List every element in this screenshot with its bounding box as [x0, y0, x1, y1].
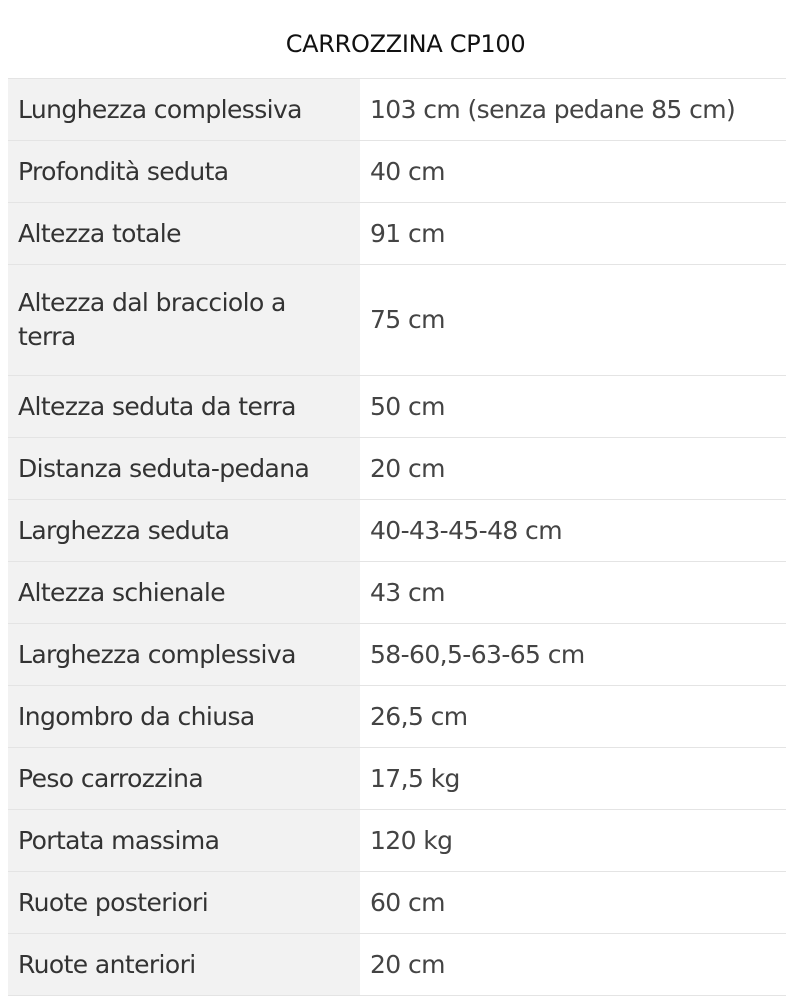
spec-label: Altezza totale: [8, 203, 360, 265]
table-row: [8, 810, 786, 872]
spec-label: Ingombro da chiusa: [8, 686, 360, 748]
spec-value: 103 cm (senza pedane 85 cm): [360, 79, 786, 141]
table-row: [8, 376, 786, 438]
spec-label: Lunghezza complessiva: [8, 79, 360, 141]
spec-label: Larghezza complessiva: [8, 624, 360, 686]
spec-value: 58-60,5-63-65 cm: [360, 624, 786, 686]
table-row: [8, 748, 786, 810]
spec-value: 60 cm: [360, 872, 786, 934]
spec-table-body: [8, 79, 786, 996]
spec-value: 26,5 cm: [360, 686, 786, 748]
spec-value: 75 cm: [360, 265, 786, 376]
table-row: [8, 934, 786, 996]
table-row: [8, 872, 786, 934]
table-row: [8, 203, 786, 265]
spec-table: [8, 78, 786, 996]
spec-label: Distanza seduta-pedana: [8, 438, 360, 500]
page-title: CARROZZINA CP100: [285, 30, 526, 58]
spec-value: 91 cm: [360, 203, 786, 265]
spec-value: 120 kg: [360, 810, 786, 872]
spec-value: 43 cm: [360, 562, 786, 624]
spec-value: 20 cm: [360, 934, 786, 996]
spec-value: 40 cm: [360, 141, 786, 203]
table-row: [8, 141, 786, 203]
spec-label: Ruote anteriori: [8, 934, 360, 996]
table-row: [8, 562, 786, 624]
spec-label: Ruote posteriori: [8, 872, 360, 934]
spec-label: Altezza dal bracciolo a terra: [8, 265, 360, 376]
spec-label: Altezza seduta da terra: [8, 376, 360, 438]
spec-label: Portata massima: [8, 810, 360, 872]
spec-label: Larghezza seduta: [8, 500, 360, 562]
spec-value: 40-43-45-48 cm: [360, 500, 786, 562]
spec-label: Peso carrozzina: [8, 748, 360, 810]
table-row: [8, 79, 786, 141]
spec-label: Altezza schienale: [8, 562, 360, 624]
spec-value: 17,5 kg: [360, 748, 786, 810]
spec-label: Profondità seduta: [8, 141, 360, 203]
spec-value: 20 cm: [360, 438, 786, 500]
table-row: [8, 438, 786, 500]
table-row: [8, 265, 786, 376]
spec-value: 50 cm: [360, 376, 786, 438]
table-row: [8, 686, 786, 748]
table-row: [8, 500, 786, 562]
table-row: [8, 624, 786, 686]
